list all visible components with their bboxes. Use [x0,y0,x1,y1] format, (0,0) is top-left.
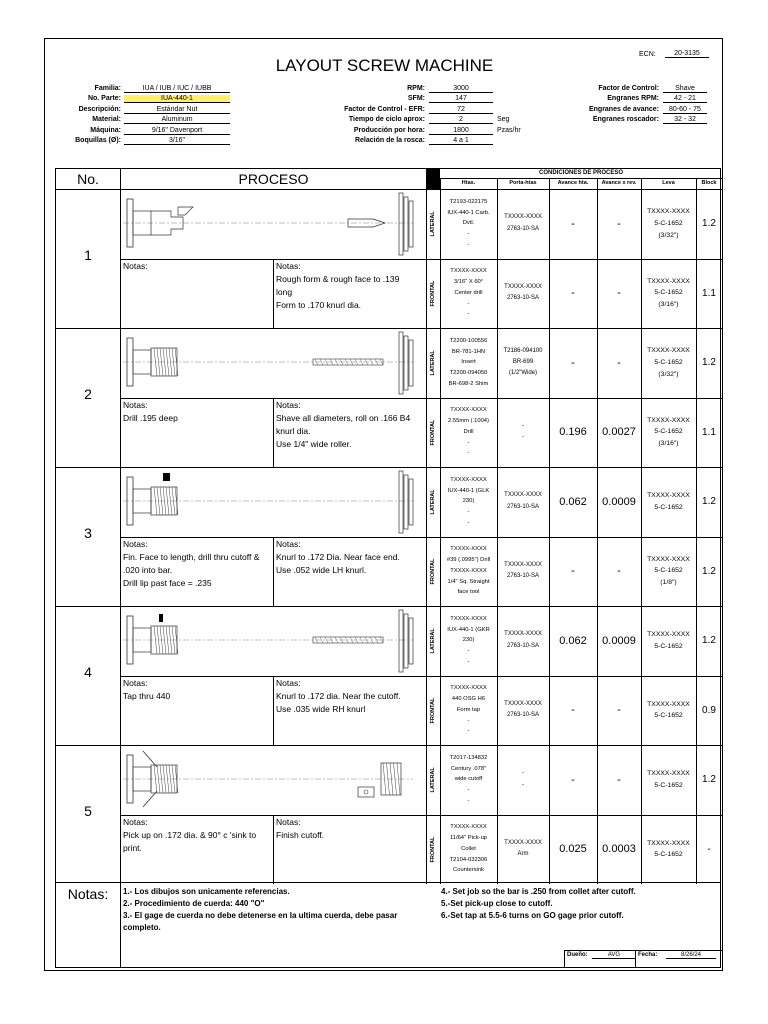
note-line: Shave all diameters, roll on .166 B4 [276,412,411,423]
porta-line: - [522,434,524,441]
htas-cell [440,398,497,468]
field-label: Engranes RPM: [607,95,659,103]
footer-notes-left [123,886,438,934]
block-cell: 1.2 [702,565,716,577]
leva-line: TXXXX-XXXX [647,277,690,285]
block-cell: 1.2 [702,496,716,508]
porta-line: 2763-10-SA [506,295,540,302]
leva-cell [641,328,696,398]
note-line: knurl dia. [276,425,311,436]
htas-line: Century .078" [450,765,487,772]
porta-cell [497,745,549,815]
note-right [276,816,426,842]
footer-notes [55,882,721,968]
side-label: LATERAL [430,350,436,376]
htas-line: TXXXX-XXXX [450,567,487,574]
htas-line: - [467,728,470,735]
fecha-value: 8/26/24 [666,952,716,959]
note-left [123,538,271,591]
fecha-label: Fecha: [638,952,658,958]
field-label: Factor de Control: [598,85,659,92]
htas-line: - [467,311,470,318]
field-label: Factor de Control - EFR: [344,105,425,113]
porta-line: TXXXX-XXXX [504,283,542,290]
htas-line: - [467,519,470,526]
field-label: Relación de la rosca: [354,137,425,144]
htas-line: - [467,439,470,446]
avance-cell: - [571,773,575,786]
field-value: 32 - 32 [663,116,707,124]
htas-line: TXXXX-XXXX [450,268,487,275]
column-header: Leva [662,180,675,186]
porta-line: 2763-10-SA [506,573,540,580]
process-drawing [123,745,418,815]
htas-line: TXXXX-XXXX [450,407,487,414]
field-unit: Seg [497,116,510,124]
htas-line: Form tap [456,706,481,713]
htas-cell [440,815,497,885]
block-cell: 1.1 [702,287,716,299]
note-line: Notas: [276,816,301,827]
htas-line: Collet [461,845,476,852]
avance-rev-cell: 0.0009 [602,495,636,508]
leva-line: TXXXX-XXXX [647,492,690,500]
leva-cell [641,467,696,537]
field-label: RPM: [407,85,425,92]
note-divider [273,537,274,607]
htas-line: - [467,450,470,457]
htas-line: 2.55mm (.1004) [448,418,489,425]
side-label: FRONTAL [430,280,436,307]
side-label: FRONTAL [430,836,436,863]
htas-line: T2104-032306 [449,856,488,863]
htas-line: - [467,300,470,307]
avance-cell: - [571,704,575,716]
htas-line: Countersink [453,867,484,874]
block-cell: 1.2 [702,635,716,647]
htas-cell [440,606,497,676]
note-line: Notas: [123,677,148,688]
field-value: 72 [429,106,493,114]
side-label: LATERAL [430,211,436,237]
note-line: Drill lip past face = .235 [123,578,212,589]
avance-cell: - [571,565,575,577]
htas-line: face tool [457,589,480,596]
htas-line: - [467,241,470,248]
leva-line: (3/32") [658,231,679,239]
drawing-area [123,328,423,396]
side-label: LATERAL [430,767,436,793]
note-left [123,260,271,273]
htas-line: TXXXX-XXXX [450,546,487,553]
note-line: Use .052 wide LH knurl. [276,564,367,575]
process-drawing [123,467,418,537]
htas-cell [440,189,497,259]
porta-cell [497,467,549,537]
htas-line: T2017-134832 [449,754,488,761]
htas-cell [440,676,497,746]
leva-line: TXXXX-XXXX [647,208,690,216]
porta-line: 2763-10-SA [506,225,540,232]
htas-line: Dvtl. [462,220,475,227]
avance-rev-cell: - [617,704,621,716]
field-value: Estándar Nut [124,106,230,114]
htas-line: TXXXX-XXXX [450,685,487,692]
drawing-area [123,745,423,813]
htas-cell [440,467,497,537]
field-value: 3000 [429,85,493,93]
leva-line: 5-C-1652 [654,642,683,650]
step-number: 5 [84,803,92,819]
no-header: No. [77,171,99,187]
note-left [123,816,271,856]
block-cell: 1.2 [702,218,716,230]
porta-cell [497,676,549,746]
leva-cell [641,398,696,468]
note-right [276,538,426,578]
avance-cell: - [571,287,575,299]
note-line: Pick up on .172 dia. & 90° c 'sink to [123,829,257,840]
field-value: 147 [429,95,493,103]
black-corner [426,169,440,189]
note-right [276,677,426,717]
leva-line: (3/16") [658,440,679,448]
footer-note-line: 5.-Set pick-up close to cutoff. [441,899,553,908]
note-divider [273,815,274,885]
leva-line: TXXXX-XXXX [647,555,690,563]
note-divider [273,676,274,746]
leva-line: TXXXX-XXXX [647,770,690,778]
leva-line: TXXXX-XXXX [647,631,690,639]
leva-line: 5-C-1652 [654,219,683,227]
drawing-area [123,467,423,535]
condiciones-header: CONDICIONES DE PROCESO [538,170,623,176]
process-drawing [123,189,418,259]
field-label: Máquina: [90,126,121,134]
avance-cell: - [571,217,575,230]
note-line: Use .035 wide RH knurl [276,703,366,714]
ecn-label: ECN: [639,51,656,58]
htas-line: - [467,658,470,665]
note-divider [273,259,274,329]
leva-line: 5-C-1652 [654,712,683,720]
leva-line: 5-C-1652 [654,503,683,511]
note-right [276,399,426,452]
note-right [276,260,426,313]
avance-cell: 0.025 [559,843,587,855]
htas-cell [440,745,497,815]
field-label: Tiempo de ciclo aprox: [348,116,425,124]
htas-line: 1/4" Sq. Straight [447,578,490,585]
leva-cell [641,606,696,676]
avance-cell: 0.196 [559,426,587,438]
note-line: Notas: [123,538,148,549]
porta-line: TXXXX-XXXX [504,839,542,846]
field-label: Boquillas (Ø): [75,137,121,144]
side-label: FRONTAL [430,558,436,585]
field-label: Engranes de avance: [588,105,659,113]
block-cell: 0.9 [702,704,716,716]
note-divider [273,398,274,468]
side-label: FRONTAL [430,697,436,724]
block-cell: 1.2 [702,357,716,369]
drawing-area [123,606,423,674]
field-value: 3/16" [124,137,230,145]
porta-cell [497,189,549,259]
htas-line: T2193-022175 [449,198,488,205]
footer-notas-label: Notas: [67,886,109,902]
field-label: Descripción: [78,105,121,113]
note-line: Notas: [123,816,148,827]
htas-line: Center drill [454,289,483,296]
htas-line: IUX-440-1 (GKR [447,626,490,633]
note-line: .020 into bar. [123,564,173,575]
porta-cell [497,398,549,468]
porta-line: (1/2"Wide) [508,370,538,377]
note-left [123,677,271,703]
porta-cell [497,537,549,607]
porta-line: TXXXX-XXXX [504,561,542,568]
porta-line: TXXXX-XXXX [504,214,542,221]
leva-cell [641,745,696,815]
htas-cell [440,328,497,398]
footer-note-line: 1.- Los dibujos son unicamente referencias. [123,887,290,896]
leva-line: (3/16") [658,301,679,309]
porta-line: TXXXX-XXXX [504,700,542,707]
field-label: Engranes roscador: [592,116,659,124]
field-value: Aluminum [124,116,230,124]
side-label: FRONTAL [430,419,436,446]
note-line: Knurl to .172 Dia. Near face end. [276,551,400,562]
htas-line: - [467,509,470,516]
field-label: No. Parte: [87,95,121,103]
leva-line: 5-C-1652 [654,358,683,366]
porta-cell [497,328,549,398]
field-value: 2 [429,116,493,124]
note-line: print. [123,842,142,853]
field-value: 4 a 1 [429,137,493,145]
column-header: Htas. [461,180,476,186]
field-value: Shave [663,85,707,93]
leva-line: (3/32") [658,370,679,378]
avance-rev-cell: - [617,356,621,369]
block-cell: 1.1 [702,426,716,438]
column-header: Porta-htas [509,180,537,186]
proceso-header: PROCESO [238,171,309,187]
field-label: Material: [92,116,121,124]
leva-cell [641,189,696,259]
process-table [55,168,721,883]
field-unit: Pzas/hr [497,126,521,134]
note-line: Use 1/4" wide roller. [276,439,352,450]
avance-rev-cell: - [617,287,621,299]
leva-line: TXXXX-XXXX [647,700,690,708]
note-line: Finish cutoff. [276,829,325,840]
htas-line: wide cutoff [454,776,483,783]
field-value: 80-60 - 75 [663,106,707,114]
step-number: 4 [84,664,92,680]
document-title: LAYOUT SCREW MACHINE [275,56,494,75]
avance-cell: - [571,356,575,369]
note-line: Drill .195 deep [123,412,178,423]
note-line: Notas: [276,260,301,271]
htas-line: - [467,717,470,724]
htas-line: - [467,787,470,794]
porta-line: 2763-10-SA [506,503,540,510]
leva-line: (1/8") [660,579,677,587]
htas-line: #39 (.0995") Drill [446,557,491,564]
step-number: 3 [84,525,92,541]
footer-note-line: 2.- Procedimiento de cuerda: 440 "O" [123,899,265,908]
porta-line: - [522,770,524,777]
avance-rev-cell: - [617,217,621,230]
leva-line: TXXXX-XXXX [647,416,690,424]
htas-line: 3/16" X 60° [453,279,484,286]
leva-cell [641,259,696,329]
porta-cell [497,606,549,676]
field-value: 1800 [429,127,493,135]
note-line: Rough form & rough face to .139 [276,273,400,284]
side-label: LATERAL [430,628,436,654]
side-label: LATERAL [430,489,436,515]
leva-line: 5-C-1652 [654,781,683,789]
porta-line: - [522,781,524,788]
dueno-value: AVG [592,952,636,959]
htas-line: Insert [461,359,476,366]
note-line: Notas: [276,677,301,688]
htas-line: BR-698-2 Shim [448,380,489,387]
htas-line: T2200-100556 [449,337,488,344]
field-value: IUA-440-1 [124,95,230,103]
block-cell: - [707,843,711,855]
leva-cell [641,676,696,746]
htas-line: 11/64" Pick-up [449,835,488,842]
process-drawing [123,606,418,676]
leva-line: 5-C-1652 [654,851,683,859]
htas-line: 230) [462,637,475,644]
step-number: 1 [84,247,92,263]
note-line: Knurl to .172 dia. Near the cutoff. [276,690,401,701]
avance-cell: 0.062 [559,634,587,647]
porta-line: - [522,422,524,429]
note-line: Notas: [276,538,301,549]
htas-line: T2200-094050 [449,370,488,377]
porta-cell [497,815,549,885]
field-label: Producción por hora: [353,126,425,134]
ecn-value: 20-3135 [665,50,709,58]
field-value: 9/16" Davenport [124,127,230,135]
leva-line: 5-C-1652 [654,567,683,575]
htas-line: IUX-440-1 Carb. [447,209,490,216]
leva-line: 5-C-1652 [654,289,683,297]
leva-line: 5-C-1652 [654,428,683,436]
note-line: Notas: [276,399,301,410]
avance-rev-cell: 0.0009 [602,634,636,647]
htas-line: - [467,648,470,655]
note-line: long [276,286,293,297]
avance-rev-cell: 0.0027 [602,426,636,438]
avance-rev-cell: 0.0003 [602,843,636,855]
leva-line: TXXXX-XXXX [647,839,690,847]
htas-line: IUX-440-1 (GLK [447,487,490,494]
avance-cell: 0.062 [559,495,587,508]
avance-rev-cell: - [617,773,621,786]
leva-line: TXXXX-XXXX [647,347,690,355]
porta-line: TXXXX-XXXX [504,492,542,499]
leva-cell [641,815,696,885]
footer-note-line: completo. [123,923,161,932]
note-line: Notas: [123,260,148,271]
footer-notes-right [441,886,721,922]
leva-cell [641,537,696,607]
dueno-label: Dueño: [567,952,588,958]
porta-line: 2763-10-SA [506,712,540,719]
porta-line: Arm [517,851,529,858]
htas-line: - [467,231,470,238]
column-header: Avance hta. [557,180,589,186]
htas-line: 440 OSG H6 [451,696,486,703]
footer-note-line: 6.-Set tap at 5.5-6 turns on GO gage prior cutoff. [441,911,624,920]
layout-sheet [44,38,723,971]
porta-line: 2763-10-SA [506,642,540,649]
htas-line: TXXXX-XXXX [450,615,487,622]
porta-line: TXXXX-XXXX [504,631,542,638]
note-line: Form to .170 knurl dia. [276,300,362,311]
porta-line: T2186-094100 [503,347,543,354]
note-line: Notas: [123,399,148,410]
footer-note-line: 3.- El gage de cuerda no debe detenerse en la ultima cuerda, debe pasar [123,911,398,920]
footer-note-line: 4.- Set job so the bar is .250 from collet after cutoff. [441,887,636,896]
field-label: Familia: [94,85,121,92]
column-header: Avance x rev. [601,180,637,186]
htas-line: 230) [462,498,475,505]
step-number: 2 [84,386,92,402]
column-header: Block [701,180,717,186]
field-value: IUA / IUB / IUC / IUBB [124,85,230,93]
htas-line: TXXXX-XXXX [450,824,487,831]
htas-line: Drill [463,428,474,435]
drawing-area [123,189,423,257]
htas-cell [440,537,497,607]
block-cell: 1.2 [702,774,716,786]
htas-line: BR-781-1HN [451,348,486,355]
htas-line: TXXXX-XXXX [450,476,487,483]
field-label: SFM: [407,95,425,103]
process-drawing [123,328,418,398]
htas-cell [440,259,497,329]
note-line: Tap thru 440 [123,690,171,701]
note-line: Fin. Face to length, drill thru cutoff & [123,551,260,562]
avance-rev-cell: - [617,565,621,577]
htas-line: - [467,797,470,804]
porta-cell [497,259,549,329]
note-left [123,399,271,425]
field-value: 42 - 21 [663,95,707,103]
porta-line: BR-699 [512,359,534,366]
